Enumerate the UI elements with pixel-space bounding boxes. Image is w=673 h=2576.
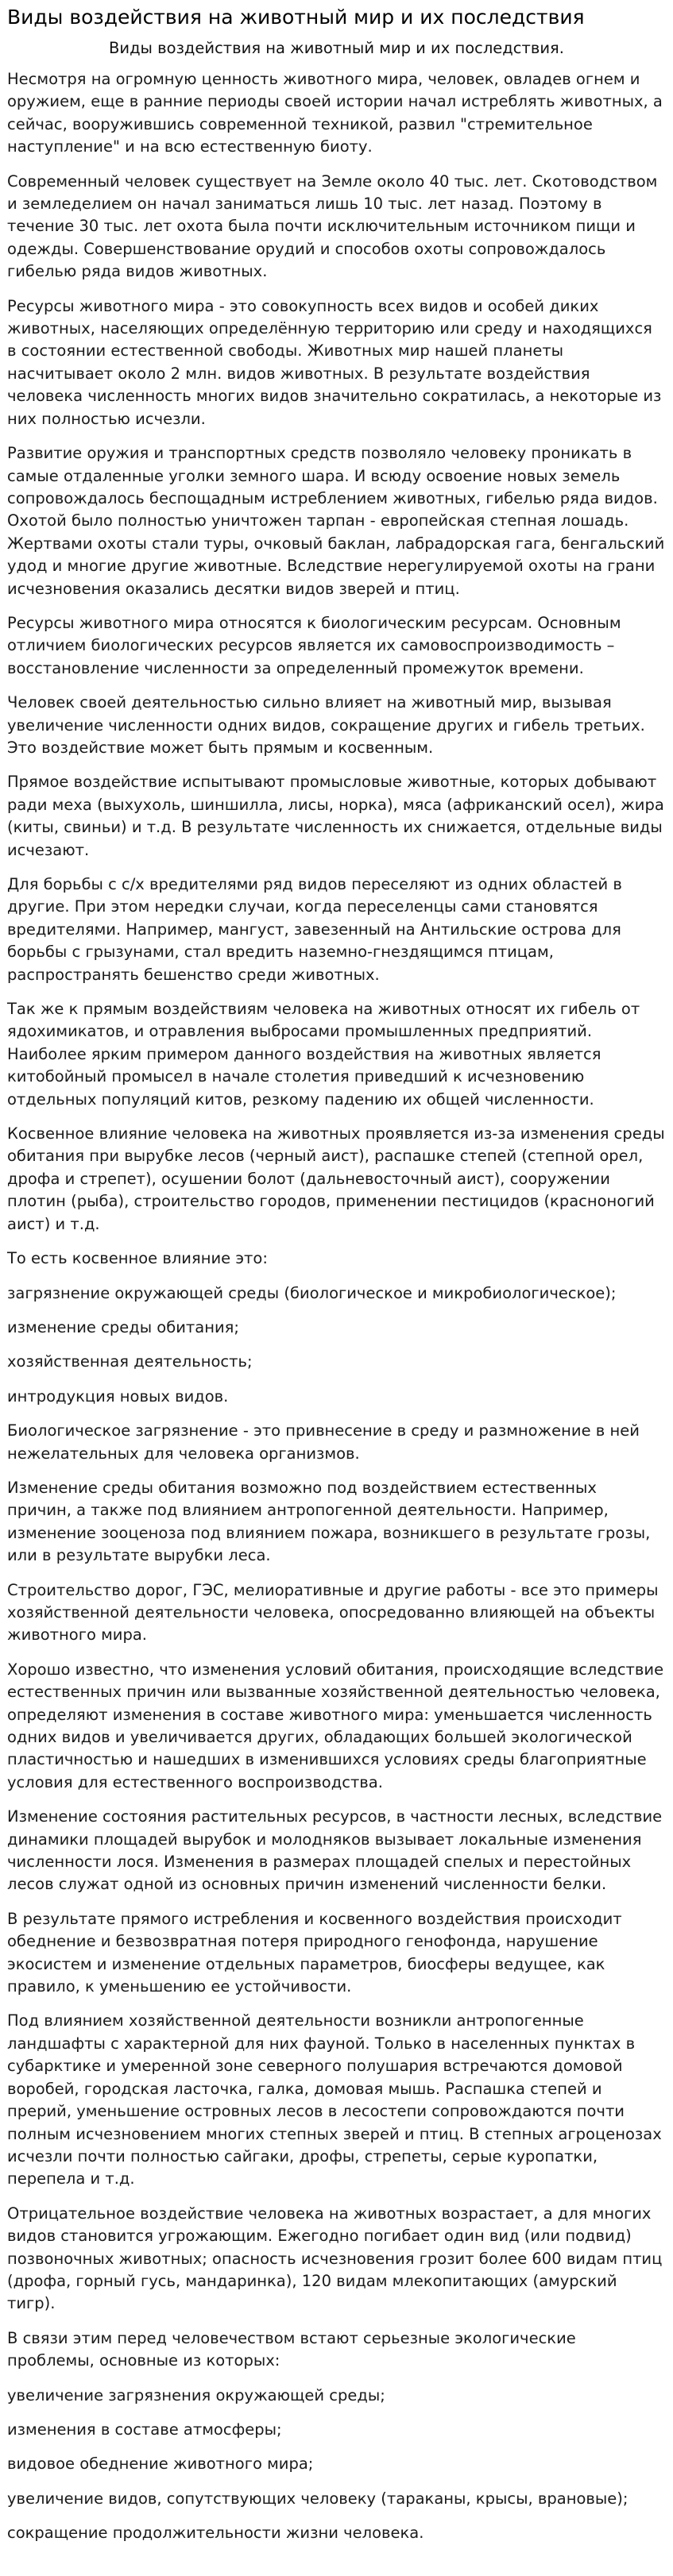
- body-paragraph: То есть косвенное влияние это:: [7, 1249, 268, 1268]
- body-paragraph: Под влиянием хозяйственной деятельности возникли антропогенные ландшафты с характерной для них фауной. Только в населенных пунктах в субарктике и умеренной зоне северного полушария встречаются домовой воробей, городская ласточка, галка, домовая мышь. Распашка степей и прерий, уменьшение островных лесов в лесостепи сопровождаются почти полным исчезновением многих степных зверей и птиц. В степных агроценозах исчезли почти полностью сайгаки, дрофы, стрепеты, серые куропатки, перепела и т.д.: [7, 2011, 662, 2188]
- body-paragraph: изменения в составе атмосферы;: [7, 2420, 282, 2439]
- body-paragraph: Ресурсы животного мира - это совокупность всех видов и особей диких животных, населяющих определённую территорию или среду и находящихся в состоянии естественной свободы. Животных мир нашей планеты насчитывает около 2 млн. видов животных. В результате воздействия человека численность многих видов значительно сократилась, а некоторые из них полностью исчезли.: [7, 296, 662, 428]
- body-paragraph: Изменение состояния растительных ресурсов, в частности лесных, вследствие динамики площадей вырубок и молодняков вызывает локальные изменения численности лося. Изменения в размерах площадей спелых и перестойных лесов служат одной из основных причин изменений численности белки.: [7, 1807, 663, 1894]
- body-paragraph: загрязнение окружающей среды (биологическое и микробиологическое);: [7, 1283, 617, 1302]
- body-paragraph: сокращение продолжительности жизни человека.: [7, 2524, 424, 2543]
- body-paragraph: хозяйственная деятельность;: [7, 1352, 253, 1371]
- document-subtitle: Виды воздействия на животный мир и их последствия.: [109, 39, 564, 57]
- body-paragraph: Для борьбы с с/х вредителями ряд видов переселяют из одних областей в другие. При этом нередки случаи, когда переселенцы сами становятся вредителями. Например, мангуст, завезенный на Антильские острова для борьбы с грызунами, стал вредить наземно-гнездящимся птицам, распространять бешенство среди животных.: [7, 875, 622, 984]
- body-paragraph: Так же к прямым воздействиям человека на животных относят их гибель от ядохимикатов, и отравления выбросами промышленных предприятий. Наиболее ярким примером данного воздействия на животных является китобойный промысел в начале столетия приведший к исчезновению отдельных популяций китов, резкому падению их общей численности.: [7, 1000, 640, 1109]
- document-title: Виды воздействия на животный мир и их последствия: [7, 6, 585, 29]
- body-paragraph: Отрицательное воздействие человека на животных возрастает, а для многих видов становится угрожающим. Ежегодно погибает один вид (или подвид) позвоночных животных; опасность исчезновения грозит более 600 видам птиц (дрофа, горный гусь, мандаринка), 120 видам млекопитающих (амурский тигр).: [7, 2204, 663, 2313]
- document-body: [7, 68, 666, 2545]
- body-paragraph: интродукция новых видов.: [7, 1386, 229, 1406]
- body-paragraph: Изменение среды обитания возможно под воздействием естественных причин, а также под влиянием антропогенной деятельности. Например, изменение зооценоза под влиянием пожара, возникшего в результате грозы, или в результате вырубки леса.: [7, 1478, 651, 1565]
- body-paragraph: В результате прямого истребления и косвенного воздействия происходит обеднение и безвозвратная потеря природного генофонда, нарушение экосистем и изменение отдельных параметров, биосферы ведущее, как правило, к уменьшению ее устойчивости.: [7, 1909, 622, 1996]
- body-paragraph: увеличение видов, сопутствующих человеку (тараканы, крысы, врановые);: [7, 2489, 629, 2508]
- body-paragraph: Косвенное влияние человека на животных проявляется из-за изменения среды обитания при вырубке лесов (черный аист), распашке степей (степной орел, дрофа и стрепет), осушении болот (дальневосточный аист), сооружении плотин (рыба), строительство городов, применении пестицидов (красноногий аист) и т.д.: [7, 1124, 665, 1233]
- body-paragraph: Человек своей деятельностью сильно влияет на животный мир, вызывая увеличение численности одних видов, сокращение других и гибель третьих. Это воздействие может быть прямым и косвенным.: [7, 693, 645, 757]
- body-paragraph: Прямое воздействие испытывают промысловые животные, которых добывают ради меха (выхухоль, шиншилла, лисы, норка), мяса (африканский осел), жира (киты, свиньи) и т.д. В результате численность их снижается, отдельные виды исчезают.: [7, 773, 664, 859]
- body-paragraph: Несмотря на огромную ценность животного мира, человек, овладев огнем и оружием, еще в ранние периоды своей истории начал истреблять животных, а сейчас, вооружившись современной техникой, развил "стремительное наступление" и на всю естественную биоту.: [7, 70, 663, 156]
- body-paragraph: видовое обеднение животного мира;: [7, 2455, 314, 2474]
- body-paragraph: В связи этим перед человечеством встают серьезные экологические проблемы, основные из которых:: [7, 2328, 576, 2370]
- body-paragraph: изменение среды обитания;: [7, 1317, 239, 1336]
- body-paragraph: Развитие оружия и транспортных средств позволяло человеку проникать в самые отдаленные уголки земного шара. И всюду освоение новых земель сопровождалось беспощадным истреблением животных, гибелью ряда видов. Охотой было полностью уничтожен тарпан - европейская степная лошадь. Жертвами охоты стали туры, очковый баклан, лабрадорская гага, бенгальский удод и многие другие животные. Вследствие нерегулируемой охоты на грани исчезновения оказались десятки видов зверей и птиц.: [7, 444, 665, 598]
- body-paragraph: Строительство дорог, ГЭС, мелиоративные и другие работы - все это примеры хозяйственной деятельности человека, опосредованно влияющей на объекты животного мира.: [7, 1580, 659, 1645]
- body-paragraph: Хорошо известно, что изменения условий обитания, происходящие вследствие естественных причин или вызванные хозяйственной деятельностью человека, определяют изменения в составе животного мира: уменьшается численность одних видов и увеличивается других, обладающих большей экологической пластичностью и нашедших в изменившихся условиях среды благоприятные условия для естественного воспроизводства.: [7, 1660, 664, 1791]
- body-paragraph: Современный человек существует на Земле около 40 тыс. лет. Скотоводством и земледелием он начал заниматься лишь 10 тыс. лет назад. Поэтому в течение 30 тыс. лет охота была почти исключительным источником пищи и одежды. Совершенствование орудий и способов охоты сопровождалось гибелью ряда видов животных.: [7, 172, 658, 281]
- body-paragraph: увеличение загрязнения окружающей среды;: [7, 2385, 385, 2404]
- body-paragraph: Биологическое загрязнение - это привнесение в среду и размножение в ней нежелательных для человека организмов.: [7, 1421, 640, 1463]
- body-paragraph: Ресурсы животного мира относятся к биологическим ресурсам. Основным отличием биологических ресурсов является их самовоспроизводимость – восстановление численности за определенный промежуток времени.: [7, 613, 621, 677]
